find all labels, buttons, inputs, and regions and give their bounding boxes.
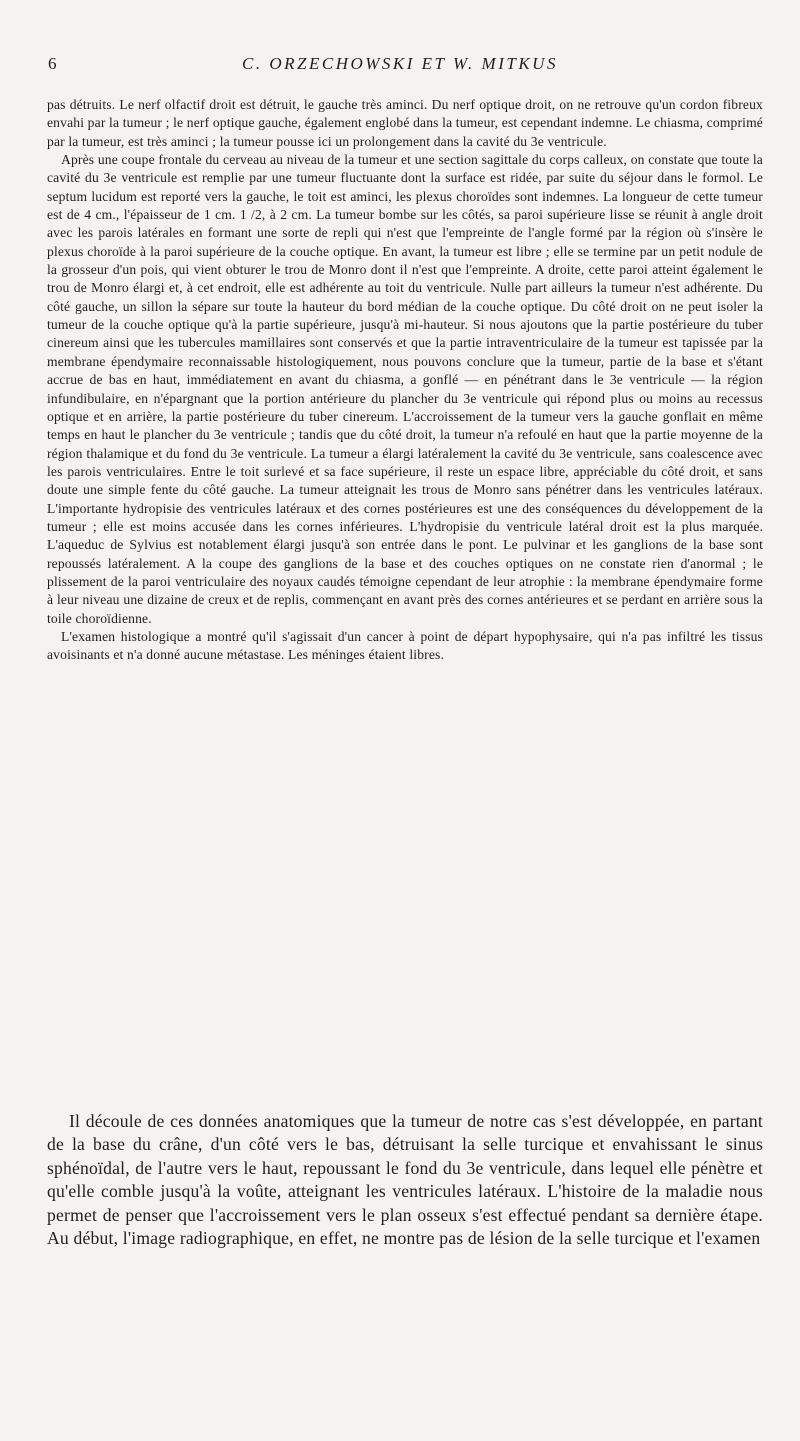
running-head bbox=[48, 54, 752, 80]
page-number: 6 bbox=[48, 54, 57, 73]
running-title: C. ORZECHOWSKI ET W. MITKUS bbox=[242, 54, 558, 73]
paragraph-frontal-section: Après une coupe frontale du cerveau au niveau de la tumeur et une section sagittale du corps calleux, on constate que toute la cavité du 3e ventricule est remplie par une tumeur fluctuante dont la surface est ridée, par suite du séjour dans le formol. Le septum lucidum est reporté vers la gauche, le toit est aminci, les plexus choroïdes sont indemnes. La longueur de cette tumeur est de 4 cm., l'épaisseur de 1 cm. 1 /2, à 2 cm. La tumeur bombe sur les côtés, sa paroi supérieure lisse se réunit à angle droit avec les parois latérales en formant une sorte de repli qui n'est que l'empreinte de l'angle formé par la région où s'insère le plexus choroïde à la paroi supérieure de la couche optique. En avant, la tumeur est libre ; elle se termine par un petit nodule de la grosseur d'un pois, qui vient obturer le trou de Monro dont il n'est que l'empreinte. A droite, cette paroi atteint également le trou de Monro élargi et, à cet endroit, elle est adhérente au toit du ventricule. Nulle part ailleurs la tumeur n'est adhérente. Du côté gauche, un sillon la sépare sur toute la hauteur du bord médian de la couche optique. Du côté droit on ne peut isoler la tumeur de la couche optique qu'à la partie supérieure, jusqu'à mi-hauteur. Si nous ajoutons que la partie postérieure du tuber cinereum ainsi que les tubercules mamillaires sont conservés et que la partie intraventriculaire de la tumeur est tapissée par la membrane épendymaire reconnaissable histologiquement, nous pouvons conclure que la tumeur, partie de la base et s'étant accrue de bas en haut, immédiatement en avant du chiasma, a gonflé — en pénétrant dans le 3e ventricule — la région infundibulaire, en n'épargnant que la portion antérieure du plancher du 3e ventricule qui répond plus ou moins au recessus optique et en arrière, la partie postérieure du tuber cinereum. L'accroissement de la tumeur vers la gauche gonflait en même temps en haut le plancher du 3e ventricule ; tandis que du côté droit, la tumeur n'a refoulé en haut que la partie moyenne de la région thalamique et du fond du 3e ventricule. La tumeur a élargi latéralement la cavité du 3e ventricule, sans coalescence avec les parois ventriculaires. Entre le toit surlevé et sa face supérieure, il reste un espace libre, appréciable du côté droit, et sans doute une simple fente du côté gauche. La tumeur atteignait les trous de Monro sans pénétrer dans les ventricules latéraux. L'importante hydropisie des ventricules latéraux et des cornes postérieures est une des conséquences du développement de la tumeur ; elle est moins accusée dans les cornes inférieures. L'hydropisie du ventricule latéral droit est la plus marquée. L'aqueduc de Sylvius est notablement élargi jusqu'à son entrée dans le pont. Le pulvinar et les ganglions de la base sont repoussés latéralement. A la coupe des ganglions de la base et des couches optiques on ne constate rien d'anormal ; le plissement de la paroi ventriculaire des noyaux caudés témoigne cependant de leur atrophie : la membrane épendymaire forme à leur niveau une dizaine de creux et de replis, commençant en avant près des cornes antérieures et se perdant en arrière sous la toile choroïdienne. bbox=[47, 152, 763, 626]
small-print-section bbox=[47, 96, 763, 665]
main-text-section bbox=[47, 1110, 763, 1250]
paragraph-conclusion: Il découle de ces données anatomiques que la tumeur de notre cas s'est développée, en partant de la base du crâne, d'un côté vers le bas, détruisant la selle turcique et envahissant le sinus sphénoïdal, de l'autre vers le haut, repoussant le fond du 3e ventricule, dans lequel elle pénètre et qu'elle comble jusqu'à la voûte, atteignant les ventricules latéraux. L'histoire de la maladie nous permet de penser que l'accroissement vers le plan osseux s'est effectué pendant sa dernière étape. Au début, l'image radiographique, en effet, ne montre pas de lésion de la selle turcique et l'examen bbox=[47, 1111, 763, 1249]
paragraph-histology: L'examen histologique a montré qu'il s'agissait d'un cancer à point de départ hypophysaire, qui n'a pas infiltré les tissus avoisinants et n'a donné aucune métastase. Les méninges étaient libres. bbox=[47, 628, 763, 663]
paragraph-dissection-nerves: pas détruits. Le nerf olfactif droit est détruit, le gauche très aminci. Du nerf optique droit, on ne retrouve qu'un cordon fibreux envahi par la tumeur ; le nerf optique gauche, également englobé dans la tumeur, est cependant indemne. Le chiasma, comprimé par la tumeur, est très aminci ; la tumeur pousse ici un prolongement dans la cavité du 3e ventricule. bbox=[47, 97, 763, 149]
